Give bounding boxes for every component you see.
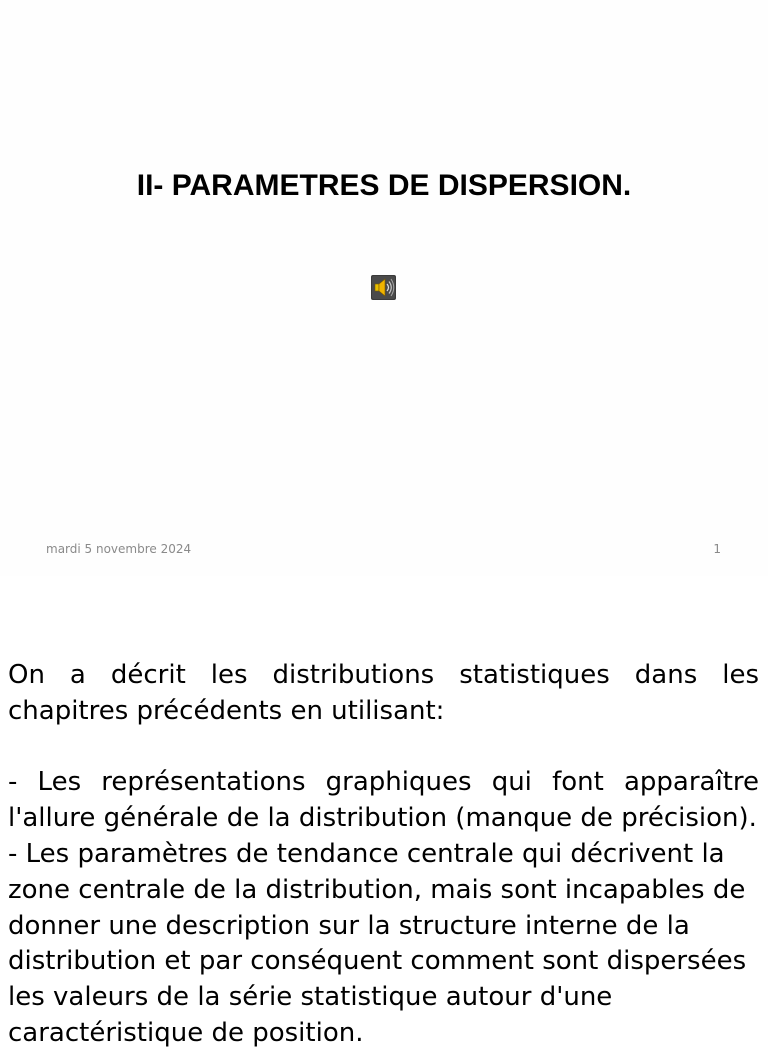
notes-intro: On a décrit les distributions statistiques dans les chapitres précédents en utilisant: (8, 660, 759, 726)
page-number: 1 (713, 542, 721, 556)
footer-date: mardi 5 novembre 2024 (46, 542, 192, 556)
slide-title: II- PARAMETRES DE DISPERSION. (136, 169, 632, 202)
paragraph-gap (8, 730, 759, 766)
speaker-icon[interactable] (371, 275, 396, 300)
notes-bullet-central-tendency: - Les paramètres de tendance centrale qui décrivent la zone centrale de la distribution, mais sont incapables de donner une description sur la structure interne de la distribution et par conséquent comment sont dispersées les valeurs de la série statistique autour d'une caractéristique de position. (8, 838, 747, 1048)
slide-notes (8, 658, 759, 1052)
notes-bullet-graphical: - Les représentations graphiques qui font apparaître l'allure générale de la distribution (manque de précision). (8, 767, 759, 834)
